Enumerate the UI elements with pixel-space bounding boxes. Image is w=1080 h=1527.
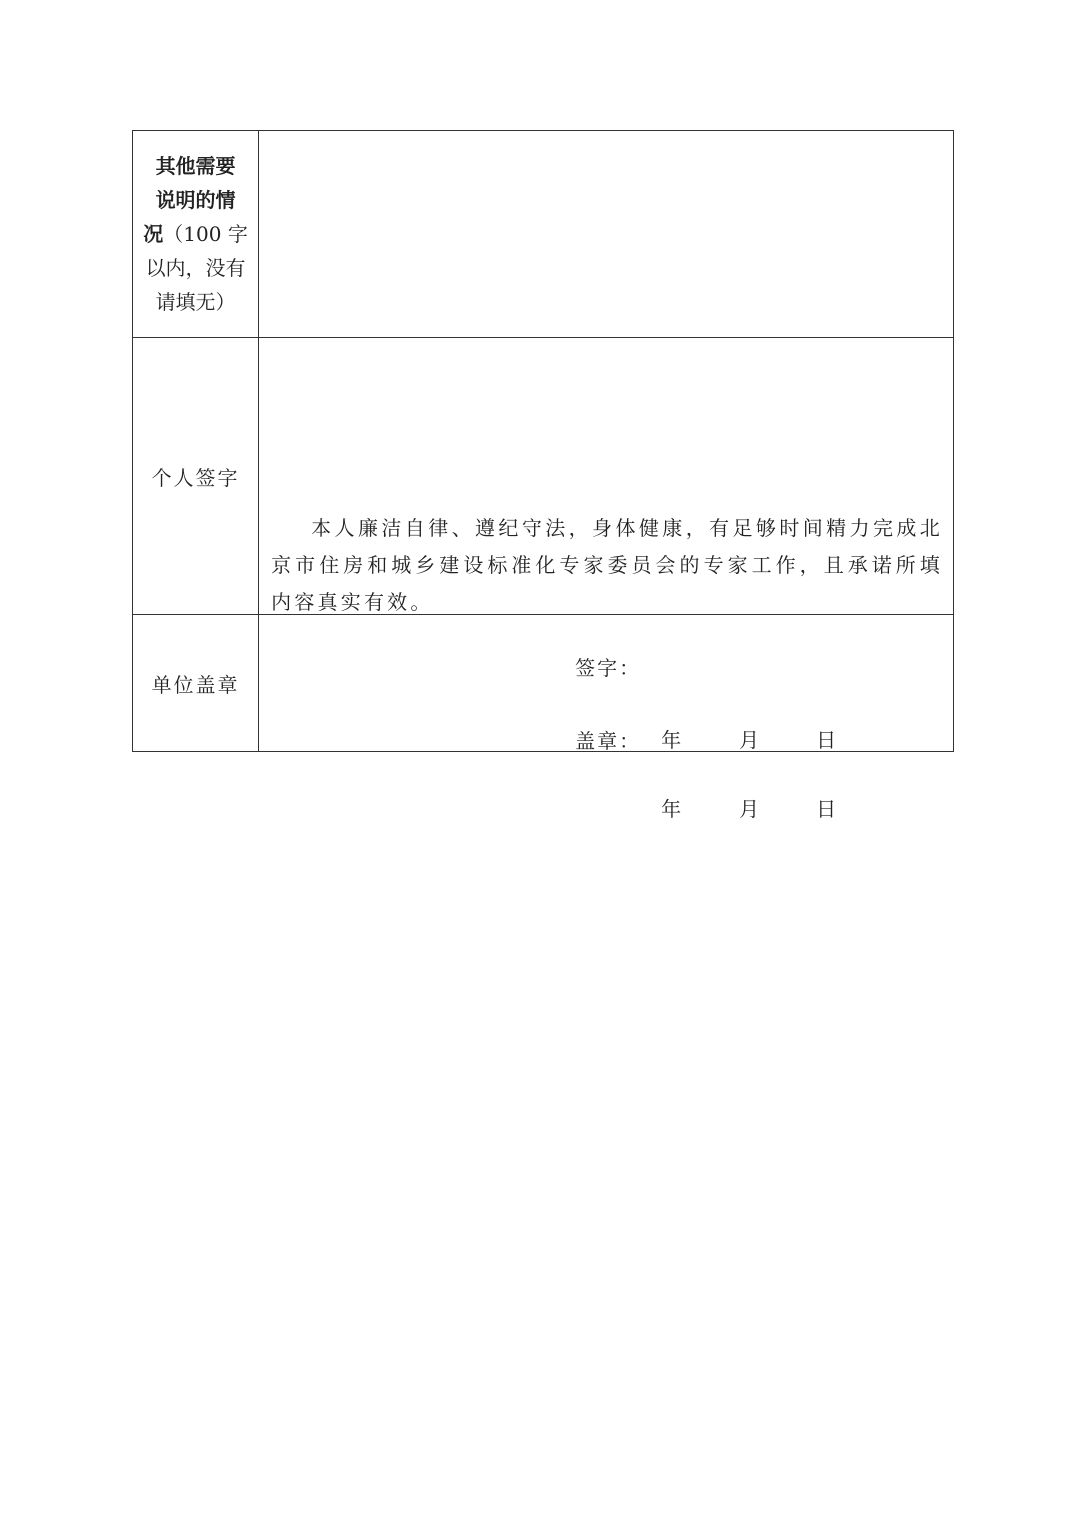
- notes-label-line4: 以内，没有: [145, 256, 246, 280]
- seal-date-year: 年: [661, 797, 682, 821]
- seal-label: 盖章：: [575, 729, 642, 753]
- notes-label-line5: 请填无）: [155, 290, 236, 314]
- personal-signature-label: 个人签字: [133, 338, 259, 615]
- notes-label-line3-bold: 况: [143, 222, 164, 246]
- pledge-text: 本人廉洁自律、遵纪守法，身体健康，有足够时间精力完成北京市住房和城乡建设标准化专家委员会的专家工作，且承诺所填内容真实有效。: [271, 516, 943, 614]
- signature-date-year: 年: [661, 728, 682, 752]
- signature-date-month: 月: [739, 728, 760, 752]
- notes-row: [133, 131, 954, 338]
- application-form-table: [132, 130, 954, 821]
- signature-label: 签字：: [575, 656, 642, 680]
- seal-date-month: 月: [739, 797, 760, 821]
- signature-date-day: 日: [816, 728, 837, 752]
- seal-date-day: 日: [816, 797, 837, 821]
- unit-seal-label: 单位盖章: [133, 615, 259, 752]
- notes-label-cell: [133, 131, 259, 338]
- notes-label-line3-rest: （100 字: [163, 222, 248, 246]
- notes-label-line1: 其他需要: [155, 154, 236, 178]
- notes-label-line2: 说明的情: [155, 188, 236, 212]
- personal-signature-row: [133, 338, 954, 615]
- notes-label-line3: [133, 217, 258, 251]
- unit-seal-content-cell: [259, 615, 954, 821]
- notes-content-cell[interactable]: [259, 131, 954, 338]
